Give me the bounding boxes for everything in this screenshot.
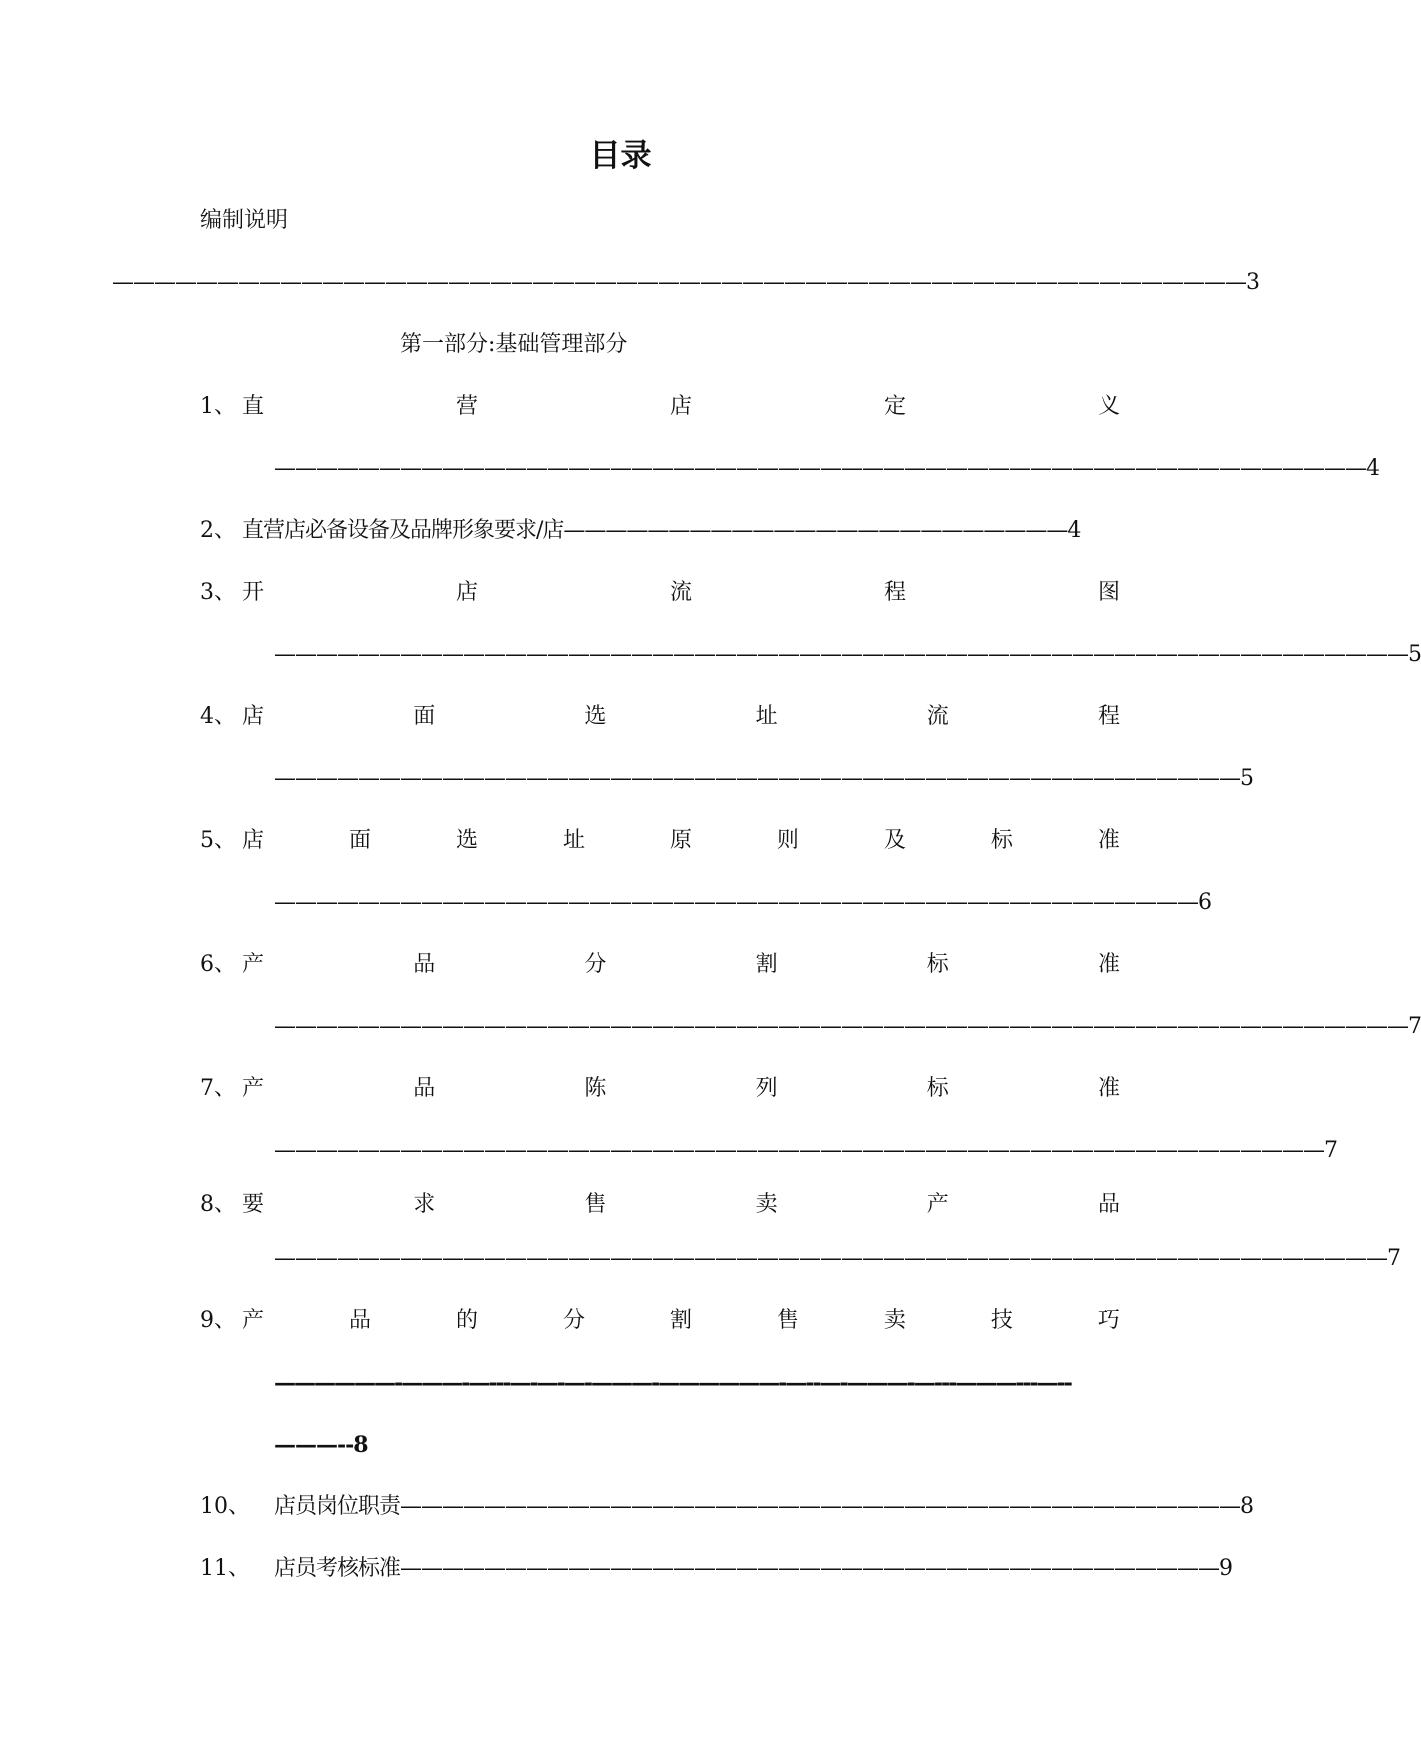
toc-item-number: 11、 [200, 1556, 250, 1581]
toc-item-title: 店员考核标准———————————————————————————————————————9 [274, 1556, 1232, 1581]
toc-item-number: 8、 [200, 1192, 236, 1217]
toc-item-number: 5、 [200, 828, 236, 853]
toc-item-title: 产 品 分 割 标 准 [242, 952, 1120, 977]
toc-item-leader-continuation: ———--8 [274, 1432, 368, 1458]
page-title: 目录 [589, 138, 652, 174]
toc-item-leader: ——————————————————————————————————————————————————————5 [274, 642, 1421, 667]
toc-item-number: 7、 [200, 1076, 236, 1101]
toc-item-title: 店 面 选 址 流 程 [242, 704, 1120, 729]
toc-item-title: 开 店 流 程 图 [242, 580, 1120, 605]
toc-item-title: 店员岗位职责————————————————————————————————————————8 [274, 1494, 1253, 1519]
toc-item-title: 产 品 陈 列 标 准 [242, 1076, 1120, 1101]
toc-item-title: 店 面 选 址 原 则 及 标 准 [242, 828, 1120, 853]
toc-item-title: 要 求 售 卖 产 品 [242, 1192, 1120, 1217]
toc-item-title: 产 品 的 分 割 售 卖 技 巧 [242, 1308, 1120, 1333]
section-heading: 第一部分:基础管理部分 [400, 332, 628, 357]
toc-item-title: 直营店必备设备及品牌形象要求/店————————————————————————4 [242, 518, 1081, 543]
toc-item-number: 6、 [200, 952, 236, 977]
toc-item-number: 1、 [200, 394, 236, 419]
toc-item-leader: ——————————————————————————————————————————————5 [274, 766, 1253, 791]
toc-item-leader: ————————————————————————————————————————————6 [274, 890, 1211, 915]
toc-preface-leader: ——————————————————————————————————————————————————————3 [112, 270, 1259, 295]
toc-item-number: 2、 [200, 518, 236, 543]
toc-item-title: 直 营 店 定 义 [242, 394, 1120, 419]
toc-item-number: 3、 [200, 580, 236, 605]
toc-item-leader: ————————————————————————————————————————————————————4 [274, 456, 1379, 481]
toc-preface-label: 编制说明 [200, 208, 289, 233]
toc-item-leader: —————————————————————————————————————————————————————7 [274, 1246, 1400, 1271]
toc-item-number: 9、 [200, 1308, 236, 1333]
toc-item-leader: ——————————————————————————————————————————————————————7 [274, 1014, 1421, 1039]
toc-item-leader: ——————-———-—---—-—-—-———-——————-—--—-———-—---———---—-- [274, 1370, 1071, 1396]
toc-item-number: 10、 [200, 1494, 250, 1519]
toc-item-leader: ——————————————————————————————————————————————————7 [274, 1138, 1337, 1163]
toc-item-number: 4、 [200, 704, 236, 729]
